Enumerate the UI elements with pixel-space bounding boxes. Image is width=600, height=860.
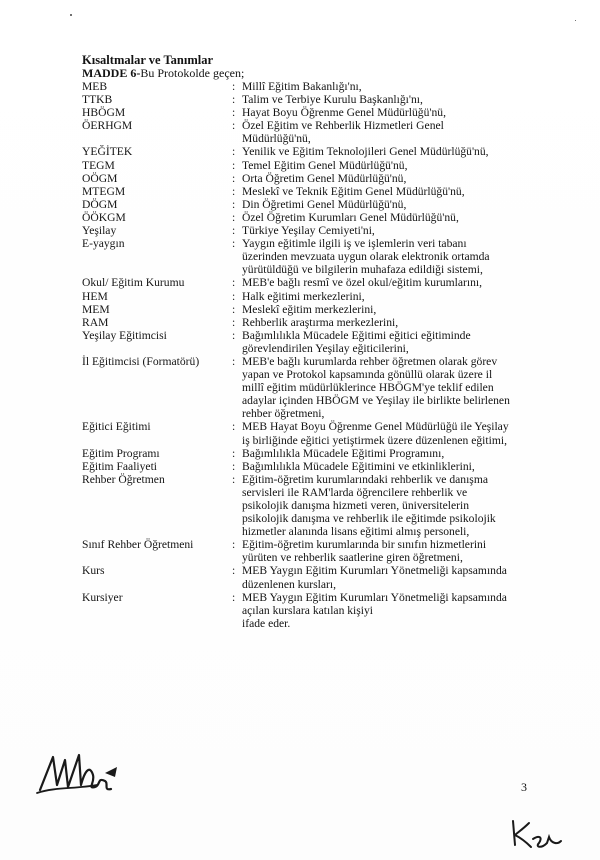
definition-line: MEB Yaygın Eğitim Kurumları Yönetmeliği kapsamında [242,564,507,578]
definition-line: iş birliğinde eğitici yetiştirmek üzere düzenlenen eğitimi, [242,433,507,447]
definition-colon: : [232,210,236,224]
definition-text [242,198,552,211]
definition-colon: : [232,93,236,107]
definition-line: düzenlenen kursları, [242,577,337,591]
definition-entry [82,159,552,172]
definition-colon: : [232,237,236,251]
definition-line: Hayat Boyu Öğrenme Genel Müdürlüğü'nü, [242,106,446,120]
definition-line: Meslekî ve Teknik Eğitim Genel Müdürlüğü'nü, [242,184,465,198]
definition-term: Sınıf Rehber Öğretmeni [82,538,194,552]
definition-text [242,447,552,460]
definition-entry [82,290,552,303]
definition-colon: : [232,446,236,460]
definition-colon: : [232,158,236,172]
definition-line: açılan kurslara katılan kişiyi [242,603,374,617]
definition-term: Kurs [82,564,105,578]
definition-entry [82,316,552,329]
definition-text [242,460,552,473]
definition-text [242,93,552,106]
definition-term: RAM [82,315,109,329]
definition-term: Okul/ Eğitim Kurumu [82,276,185,290]
definitions-list [82,80,552,630]
definition-entry [82,93,552,106]
definition-line: Özel Eğitim ve Rehberlik Hizmetleri Genel [242,119,444,133]
definition-text [242,172,552,185]
definition-colon: : [232,420,236,434]
definition-text [242,224,552,237]
definition-entry [82,198,552,211]
definition-line: psikolojik danışma ve rehberlik ile eğitimde psikolojik [242,512,496,526]
definition-colon: : [232,224,236,238]
definition-term: HEM [82,289,108,303]
definition-colon: : [232,315,236,329]
definition-line: Türkiye Yeşilay Cemiyeti'ni, [242,224,375,238]
definition-entry [82,80,552,93]
definition-colon: : [232,197,236,211]
definition-colon: : [232,302,236,316]
definition-term: ÖERHGM [82,119,133,133]
definition-entry [82,224,552,237]
definition-entry [82,460,552,473]
definition-term: Yeşilay [82,224,117,238]
definition-entry [82,185,552,198]
definition-line: yürütüldüğü ve bilgilerin muhafaza edildiği sistemi, [242,263,483,277]
definition-line: Yaygın eğitimle ilgili iş ve işlemlerin veri tabanı [242,237,467,251]
definition-line: Din Öğretimi Genel Müdürlüğü'nü, [242,197,407,211]
definition-term: Yeşilay Eğitimcisi [82,328,167,342]
definition-text [242,185,552,198]
definition-line: yapan ve Protokol kapsamında gönüllü olarak üzere il [242,368,493,382]
section-header [82,54,542,80]
definition-entry [82,237,552,276]
definition-entry [82,211,552,224]
definition-text [242,106,552,119]
definition-term: E-yaygın [82,237,125,251]
definition-colon: : [232,459,236,473]
definition-entry [82,564,552,590]
definition-entry [82,303,552,316]
definition-line: görevlendirilen Yeşilay eğiticilerini, [242,341,409,355]
definition-line: Meslekî eğitim merkezlerini, [242,302,377,316]
article-label: MADDE 6- [82,66,141,80]
definition-text [242,355,552,420]
definition-term: OÖGM [82,171,118,185]
definition-colon: : [232,119,236,133]
definition-colon: : [232,538,236,552]
definition-term: Eğitici Eğitimi [82,420,151,434]
definition-text [242,80,552,93]
definition-text [242,303,552,316]
definition-line: adaylar içinden HBÖGM ve Yeşilay ile birlikte belirlenen [242,394,510,408]
definition-line: hizmetler alanında lisans eğitimi almış personeli, [242,525,470,539]
definition-term: İl Eğitimcisi (Formatörü) [82,354,200,368]
definition-line: Orta Öğretim Genel Müdürlüğü'nü, [242,171,407,185]
definition-text [242,119,552,145]
definition-term: MEM [82,302,110,316]
definition-entry [82,172,552,185]
definition-text [242,316,552,329]
definition-text [242,237,552,276]
definition-line: Bağımlılıkla Mücadele Eğitimi Programını, [242,446,445,460]
definition-line: rehber öğretmeni, [242,407,325,421]
definition-text [242,420,552,446]
definition-line: Bağımlılıkla Mücadele Eğitimi eğitici eğitiminde [242,328,471,342]
definition-entry [82,591,552,630]
definition-entry [82,473,552,538]
definition-entry [82,145,552,158]
definition-term: ÖÖKGM [82,210,126,224]
definition-entry [82,355,552,420]
definition-line: Halk eğitimi merkezlerini, [242,289,365,303]
definition-entry [82,106,552,119]
definition-line: MEB Hayat Boyu Öğrenme Genel Müdürlüğü ile Yeşilay [242,420,509,434]
definition-entry [82,276,552,289]
definition-line: Yenilik ve Eğitim Teknolojileri Genel Müdürlüğü'nü, [242,145,489,159]
definition-line: MEB'e bağlı resmî ve özel okul/eğitim kurumlarını, [242,276,483,290]
definition-line: Rehberlik araştırma merkezlerini, [242,315,399,329]
definition-term: Kursiyer [82,590,123,604]
definition-line: Temel Eğitim Genel Müdürlüğü'nü, [242,158,408,172]
definition-line: üzerinden mevzuata uygun olarak elektronik ortamda [242,250,490,264]
signature-right [505,815,575,855]
definition-text [242,159,552,172]
article-intro [82,67,542,80]
definition-colon: : [232,354,236,368]
definition-text [242,564,552,590]
definition-entry [82,329,552,355]
definition-line: Eğitim-öğretim kurumlarındaki rehberlik ve danışma [242,472,488,486]
definition-line: MEB Yaygın Eğitim Kurumları Yönetmeliği kapsamında [242,590,507,604]
definition-colon: : [232,564,236,578]
definition-line: Millî Eğitim Bakanlığı'nı, [242,80,362,93]
definition-line: millî eğitim müdürlüklerince HBÖGM'ye teklif edilen [242,381,494,395]
section-title: Kısaltmalar ve Tanımlar [82,53,214,67]
definition-text [242,145,552,158]
definition-term: MTEGM [82,184,126,198]
scan-speck [575,20,576,21]
definition-line: MEB'e bağlı kurumlarda rehber öğretmen olarak görev [242,354,498,368]
definition-term: TTKB [82,93,113,107]
definition-line: psikolojik danışma hizmeti veren, üniversitelerin [242,499,469,512]
definition-colon: : [232,184,236,198]
definition-term: Eğitim Faaliyeti [82,459,158,473]
definition-term: TEGM [82,158,115,172]
definition-term: MEB [82,80,108,93]
definition-term: HBÖGM [82,106,126,120]
definition-text [242,329,552,355]
definition-entry [82,538,552,564]
scan-speck [70,14,72,16]
definition-colon: : [232,289,236,303]
definition-colon: : [232,145,236,159]
definition-text [242,538,552,564]
definition-colon: : [232,328,236,342]
article-text: Bu Protokolde geçen; [140,66,245,80]
definition-colon: : [232,80,236,93]
definition-line: Talim ve Terbiye Kurulu Başkanlığı'nı, [242,93,423,107]
definition-colon: : [232,276,236,290]
definition-line: ifade eder. [242,616,291,630]
definition-line: Özel Öğretim Kurumları Genel Müdürlüğü'nü, [242,210,459,224]
definition-entry [82,420,552,446]
page-number: 3 [521,780,527,794]
definition-line: Müdürlüğü'nü, [242,132,311,146]
definition-colon: : [232,106,236,120]
definition-text [242,290,552,303]
definition-entry [82,447,552,460]
definition-entry [82,119,552,145]
definition-term: DÖGM [82,197,118,211]
definition-colon: : [232,590,236,604]
definition-line: servisleri ile RAM'larda öğrencilere rehberlik ve [242,485,468,499]
definition-line: yürüten ve rehberlik saatlerine giren öğretmeni, [242,551,463,565]
definition-term: Rehber Öğretmen [82,472,165,486]
definition-text [242,276,552,289]
definition-colon: : [232,472,236,486]
definition-text [242,211,552,224]
definition-line: Bağımlılıkla Mücadele Eğitimini ve etkinliklerini, [242,459,475,473]
definition-text [242,473,552,538]
definition-text [242,591,552,630]
signature-left [35,745,135,800]
definition-line: Eğitim-öğretim kurumlarında bir sınıfın hizmetlerini [242,538,487,552]
definition-term: YEĞİTEK [82,145,133,159]
definition-colon: : [232,171,236,185]
definition-term: Eğitim Programı [82,446,160,460]
